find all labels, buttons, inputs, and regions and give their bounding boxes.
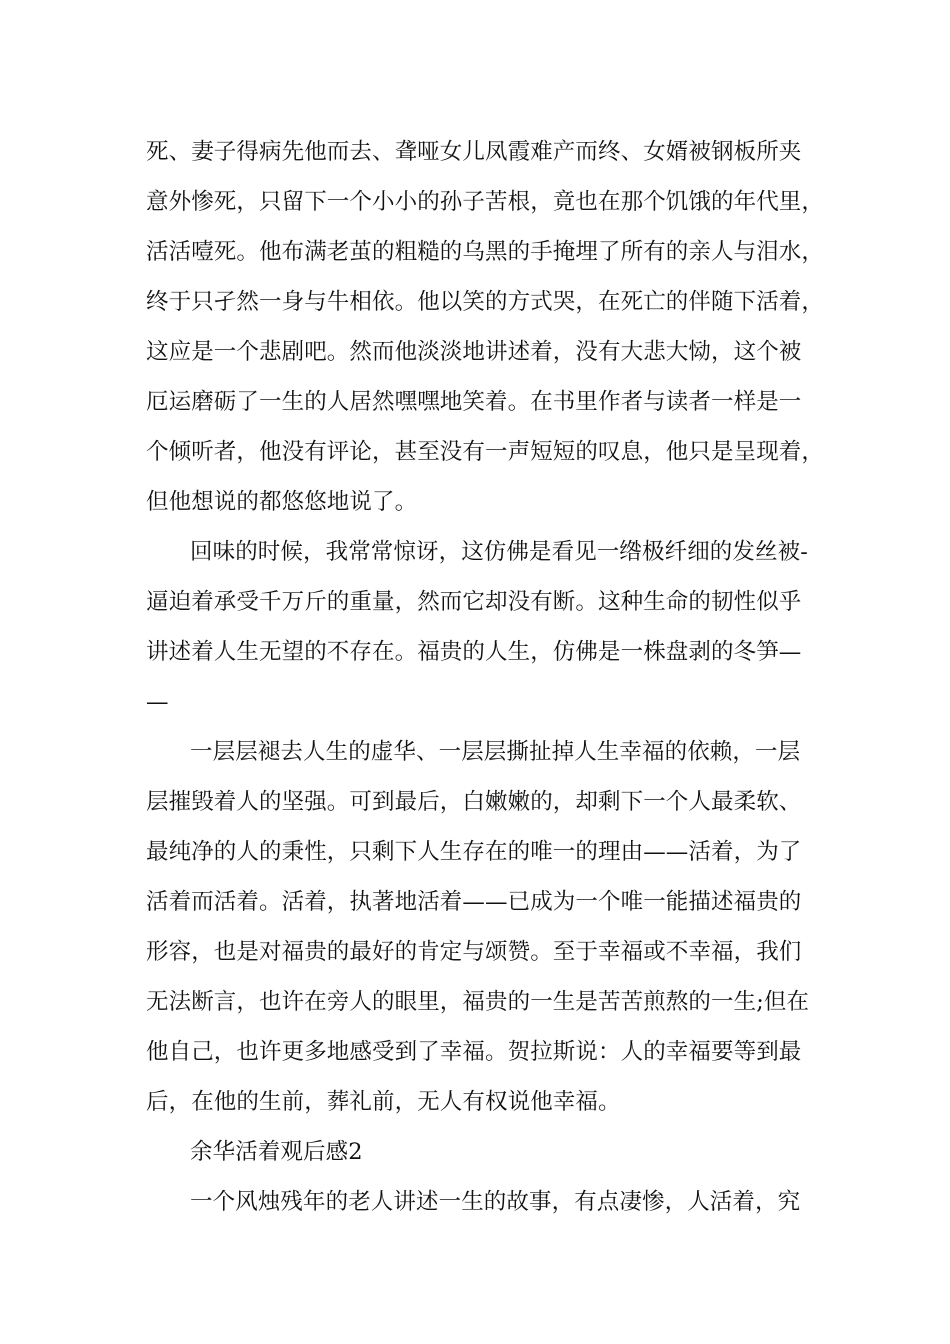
section-heading: 余华活着观后感2 [190,1139,363,1165]
paragraph-line: 一层层褪去人生的虚华、一层层撕扯掉人生幸福的依赖，一层 [190,739,801,765]
paragraph-line: 无法断言，也许在旁人的眼里，福贵的一生是苦苦煎熬的一生;但在 [146,989,810,1015]
paragraph-line: 活活噎死。他布满老茧的粗糙的乌黑的手掩埋了所有的亲人与泪水， [146,239,825,265]
paragraph-line: 后，在他的生前，葬礼前，无人有权说他幸福。 [146,1089,621,1115]
paragraph-line: 最纯净的人的秉性，只剩下人生存在的唯一的理由——活着，为了 [146,839,802,865]
paragraph-line: 形容，也是对福贵的最好的肯定与颂赞。至于幸福或不幸福，我们 [146,939,802,965]
paragraph-line: 终于只孑然一身与牛相依。他以笑的方式哭，在死亡的伴随下活着， [146,289,825,315]
paragraph-line: 活着而活着。活着，执著地活着——已成为一个唯一能描述福贵的 [146,889,802,915]
paragraph-line: 他自己，也许更多地感受到了幸福。贺拉斯说：人的幸福要等到最 [146,1039,802,1065]
paragraph-line: 逼迫着承受千万斤的重量，然而它却没有断。这种生命的韧性似乎 [146,589,802,615]
paragraph-line: 厄运磨砺了一生的人居然嘿嘿地笑着。在书里作者与读者一样是一 [146,389,802,415]
paragraph-line: 层摧毁着人的坚强。可到最后，白嫩嫩的，却剩下一个人最柔软、 [146,789,802,815]
paragraph-line: 意外惨死，只留下一个小小的孙子苦根，竟也在那个饥饿的年代里， [146,189,825,215]
paragraph-line: 个倾听者，他没有评论，甚至没有一声短短的叹息，他只是呈现着， [146,439,825,465]
paragraph-line: 但他想说的都悠悠地说了。 [146,489,418,515]
paragraph-line: 讲述着人生无望的不存在。福贵的人生，仿佛是一株盘剥的冬笋— [146,639,802,665]
paragraph-line: 死、妻子得病先他而去、聋哑女儿凤霞难产而终、女婿被钢板所夹 [146,139,802,165]
paragraph-line: 一个风烛残年的老人讲述一生的故事，有点凄惨，人活着，究 [190,1189,801,1215]
paragraph-line: 这应是一个悲剧吧。然而他淡淡地讲述着，没有大悲大恸，这个被 [146,339,802,365]
paragraph-line: — [146,689,169,715]
paragraph-line: 回味的时候，我常常惊讶，这仿佛是看见一绺极纤细的发丝被- [190,539,808,565]
